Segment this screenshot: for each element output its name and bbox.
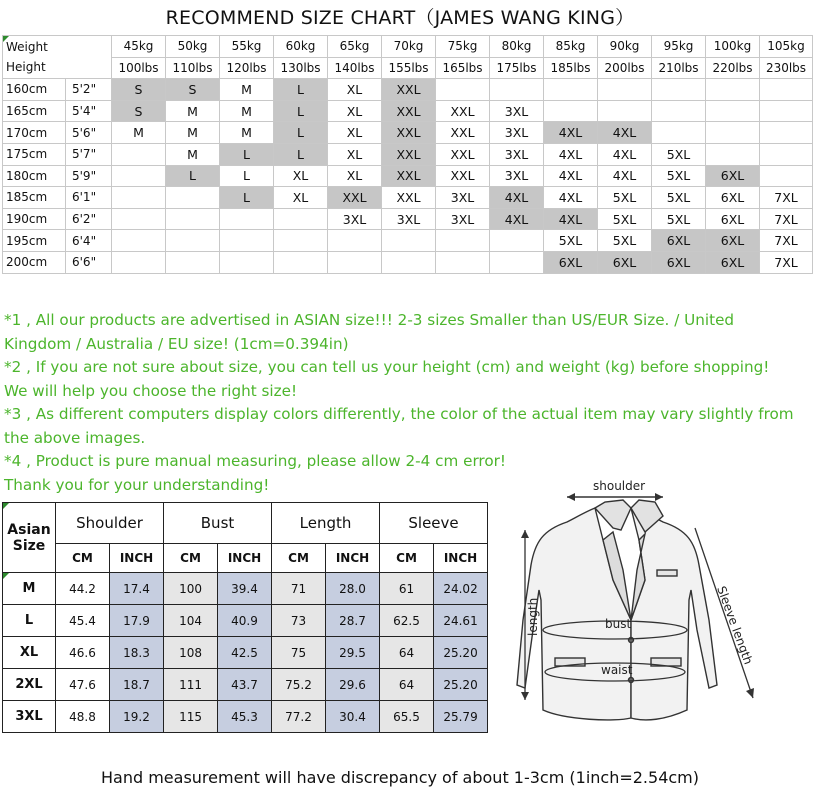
size-cell: L <box>274 100 328 122</box>
size-cell <box>166 251 220 273</box>
size-cell <box>220 230 274 252</box>
inch-value: 17.4 <box>110 573 164 605</box>
size-cell: L <box>274 122 328 144</box>
measurement-table <box>2 502 488 733</box>
inch-value: 25.20 <box>434 669 488 701</box>
weight-lbs-header: 230lbs <box>760 57 813 79</box>
table-corner-marker <box>3 573 9 579</box>
notes-block <box>4 309 796 497</box>
size-cell: XXL <box>382 100 436 122</box>
size-cell <box>112 230 166 252</box>
size-cell: 7XL <box>760 251 813 273</box>
measure-row <box>3 669 488 701</box>
size-cell: 5XL <box>598 230 652 252</box>
waist-label: waist <box>601 663 633 677</box>
height-ft: 5'9" <box>66 165 112 187</box>
size-cell: XXL <box>382 165 436 187</box>
cm-value: 44.2 <box>56 573 110 605</box>
measure-row <box>3 637 488 669</box>
height-cm: 190cm <box>3 208 66 230</box>
size-cell: 6XL <box>598 251 652 273</box>
cm-value: 65.5 <box>380 701 434 733</box>
height-cm: 165cm <box>3 100 66 122</box>
size-cell: 5XL <box>598 187 652 209</box>
size-cell: 6XL <box>706 251 760 273</box>
inch-value: 24.61 <box>434 605 488 637</box>
size-cell: 4XL <box>490 208 544 230</box>
asian-size-header: Asian Size <box>3 503 56 573</box>
size-cell: L <box>274 143 328 165</box>
length-label: length <box>526 597 540 636</box>
size-cell: 6XL <box>652 251 706 273</box>
size-cell: 3XL <box>490 100 544 122</box>
size-cell <box>436 230 490 252</box>
cm-value: 64 <box>380 669 434 701</box>
size-cell <box>382 251 436 273</box>
size-cell: XXL <box>328 187 382 209</box>
size-label: 2XL <box>3 669 56 701</box>
weight-kg-header: 85kg <box>544 36 598 58</box>
height-cm: 175cm <box>3 143 66 165</box>
size-cell: XXL <box>382 187 436 209</box>
size-cell: XXL <box>382 79 436 101</box>
size-cell: 4XL <box>544 208 598 230</box>
size-row <box>3 143 813 165</box>
weight-lbs-header: 130lbs <box>274 57 328 79</box>
size-cell: XXL <box>436 100 490 122</box>
weight-kg-header: 50kg <box>166 36 220 58</box>
size-cell <box>112 251 166 273</box>
size-row <box>3 187 813 209</box>
size-cell: 3XL <box>328 208 382 230</box>
cm-value: 46.6 <box>56 637 110 669</box>
size-cell: XL <box>328 100 382 122</box>
height-ft: 5'2" <box>66 79 112 101</box>
size-cell: XL <box>328 79 382 101</box>
unit-inch-header: INCH <box>326 544 380 573</box>
jacket-shape <box>517 500 717 720</box>
size-cell <box>760 79 813 101</box>
size-cell: 4XL <box>544 165 598 187</box>
size-cell: 3XL <box>490 122 544 144</box>
weight-kg-header: 75kg <box>436 36 490 58</box>
size-row <box>3 251 813 273</box>
inch-value: 29.5 <box>326 637 380 669</box>
size-cell: XXL <box>436 122 490 144</box>
cm-value: 111 <box>164 669 218 701</box>
cm-value: 77.2 <box>272 701 326 733</box>
size-cell <box>166 208 220 230</box>
unit-inch-header: INCH <box>110 544 164 573</box>
size-label: XL <box>3 637 56 669</box>
cm-value: 115 <box>164 701 218 733</box>
size-cell: M <box>166 122 220 144</box>
cm-value: 64 <box>380 637 434 669</box>
measure-row <box>3 701 488 733</box>
inch-value: 43.7 <box>218 669 272 701</box>
size-cell: 4XL <box>544 143 598 165</box>
size-cell <box>220 251 274 273</box>
size-cell <box>490 79 544 101</box>
bust-label: bust <box>605 617 632 631</box>
size-cell: M <box>220 100 274 122</box>
chart-title: RECOMMEND SIZE CHART（JAMES WANG KING） <box>165 7 635 29</box>
inch-value: 45.3 <box>218 701 272 733</box>
size-cell: L <box>274 79 328 101</box>
size-row <box>3 165 813 187</box>
size-cell: 4XL <box>598 122 652 144</box>
size-cell <box>436 251 490 273</box>
unit-row <box>3 544 488 573</box>
cm-value: 48.8 <box>56 701 110 733</box>
jacket-diagram <box>495 470 800 765</box>
size-cell: 5XL <box>652 208 706 230</box>
measure-group-header: Bust <box>164 503 272 544</box>
inch-value: 40.9 <box>218 605 272 637</box>
inch-value: 25.20 <box>434 637 488 669</box>
size-row <box>3 79 813 101</box>
size-cell: 6XL <box>706 165 760 187</box>
inch-value: 19.2 <box>110 701 164 733</box>
weight-kg-header: 90kg <box>598 36 652 58</box>
size-cell: 5XL <box>652 143 706 165</box>
weight-lbs-header: 210lbs <box>652 57 706 79</box>
measure-row <box>3 573 488 605</box>
jacket-illustration <box>495 470 800 765</box>
size-cell: 3XL <box>382 208 436 230</box>
size-cell: XL <box>328 143 382 165</box>
size-cell <box>382 230 436 252</box>
size-cell: S <box>166 79 220 101</box>
size-cell: 7XL <box>760 208 813 230</box>
size-row <box>3 208 813 230</box>
height-ft: 5'6" <box>66 122 112 144</box>
size-cell: 4XL <box>598 165 652 187</box>
size-cell <box>760 100 813 122</box>
size-cell <box>652 100 706 122</box>
cm-value: 61 <box>380 573 434 605</box>
size-cell: S <box>112 100 166 122</box>
inch-value: 42.5 <box>218 637 272 669</box>
inch-value: 30.4 <box>326 701 380 733</box>
table-corner-marker <box>3 503 9 509</box>
measure-group-header: Sleeve <box>380 503 488 544</box>
size-cell: M <box>220 79 274 101</box>
weight-kg-header: 105kg <box>760 36 813 58</box>
weight-lbs-header: 100lbs <box>112 57 166 79</box>
weight-lbs-header: 200lbs <box>598 57 652 79</box>
size-cell: 4XL <box>544 122 598 144</box>
size-label: 3XL <box>3 701 56 733</box>
height-cm: 180cm <box>3 165 66 187</box>
size-cell: M <box>112 122 166 144</box>
size-cell: L <box>166 165 220 187</box>
unit-inch-header: INCH <box>218 544 272 573</box>
inch-value: 28.7 <box>326 605 380 637</box>
size-cell: 3XL <box>490 165 544 187</box>
unit-cm-header: CM <box>272 544 326 573</box>
size-cell: XL <box>274 165 328 187</box>
size-cell: M <box>166 143 220 165</box>
size-cell: 6XL <box>706 208 760 230</box>
sleeve-length-label: Sleeve length <box>714 584 756 667</box>
size-cell <box>436 79 490 101</box>
size-cell: 5XL <box>544 230 598 252</box>
size-cell: 3XL <box>490 143 544 165</box>
cm-value: 45.4 <box>56 605 110 637</box>
measure-row <box>3 605 488 637</box>
size-cell: M <box>220 122 274 144</box>
size-label: L <box>3 605 56 637</box>
measure-group-header: Shoulder <box>56 503 164 544</box>
height-cm: 195cm <box>3 230 66 252</box>
size-label: M <box>3 573 56 605</box>
size-cell <box>274 208 328 230</box>
size-cell <box>598 100 652 122</box>
cm-value: 73 <box>272 605 326 637</box>
weight-lbs-header: 220lbs <box>706 57 760 79</box>
height-cm: 185cm <box>3 187 66 209</box>
cm-value: 104 <box>164 605 218 637</box>
cm-value: 100 <box>164 573 218 605</box>
inch-value: 28.0 <box>326 573 380 605</box>
size-cell: 4XL <box>598 143 652 165</box>
size-cell <box>598 79 652 101</box>
measure-group-header: Length <box>272 503 380 544</box>
size-cell: 5XL <box>652 187 706 209</box>
note-3: *3 , As different computers display colors differently, the color of the actual item may vary slightly from the above images. <box>4 405 794 447</box>
height-ft: 5'7" <box>66 143 112 165</box>
cm-value: 71 <box>272 573 326 605</box>
cm-value: 47.6 <box>56 669 110 701</box>
footer-note: Hand measurement will have discrepancy of about 1-3cm (1inch=2.54cm) <box>101 768 699 787</box>
inch-value: 18.3 <box>110 637 164 669</box>
weight-lbs-header: 175lbs <box>490 57 544 79</box>
size-cell: 6XL <box>544 251 598 273</box>
size-cell <box>112 187 166 209</box>
size-cell: 5XL <box>598 208 652 230</box>
weight-height-corner: Weight Height <box>3 36 112 79</box>
inch-value: 17.9 <box>110 605 164 637</box>
note-4: *4 , Product is pure manual measuring, please allow 2-4 cm error! <box>4 452 506 470</box>
cm-value: 108 <box>164 637 218 669</box>
size-cell <box>544 79 598 101</box>
size-cell: L <box>220 187 274 209</box>
size-cell: XXL <box>382 122 436 144</box>
header-row-kg <box>3 36 813 58</box>
size-cell: XXL <box>436 143 490 165</box>
height-cm: 160cm <box>3 79 66 101</box>
inch-value: 18.7 <box>110 669 164 701</box>
size-cell: XL <box>328 165 382 187</box>
size-cell <box>706 100 760 122</box>
weight-kg-header: 55kg <box>220 36 274 58</box>
size-cell <box>220 208 274 230</box>
size-cell: XL <box>274 187 328 209</box>
measure-group-row <box>3 503 488 544</box>
size-cell: 5XL <box>652 165 706 187</box>
height-ft: 5'4" <box>66 100 112 122</box>
inch-value: 24.02 <box>434 573 488 605</box>
inch-value: 39.4 <box>218 573 272 605</box>
weight-kg-header: 100kg <box>706 36 760 58</box>
size-cell <box>112 165 166 187</box>
table-corner-marker <box>3 36 9 42</box>
height-ft: 6'6" <box>66 251 112 273</box>
size-cell <box>490 230 544 252</box>
size-cell <box>544 100 598 122</box>
weight-kg-header: 65kg <box>328 36 382 58</box>
size-cell: 7XL <box>760 230 813 252</box>
unit-cm-header: CM <box>164 544 218 573</box>
unit-inch-header: INCH <box>434 544 488 573</box>
height-cm: 170cm <box>3 122 66 144</box>
size-cell <box>328 230 382 252</box>
size-cell: XL <box>328 122 382 144</box>
size-cell <box>760 122 813 144</box>
size-cell <box>166 230 220 252</box>
height-ft: 6'1" <box>66 187 112 209</box>
inch-value: 29.6 <box>326 669 380 701</box>
size-cell: S <box>112 79 166 101</box>
size-cell <box>112 143 166 165</box>
weight-lbs-header: 185lbs <box>544 57 598 79</box>
size-cell: 4XL <box>544 187 598 209</box>
size-cell <box>112 208 166 230</box>
weight-lbs-header: 165lbs <box>436 57 490 79</box>
note-2: *2 , If you are not sure about size, you can tell us your height (cm) and weight (kg) before shopping! We will help you choose the right size! <box>4 358 770 400</box>
size-cell <box>706 79 760 101</box>
size-cell <box>274 251 328 273</box>
size-cell: M <box>166 100 220 122</box>
size-cell <box>166 187 220 209</box>
cm-value: 75.2 <box>272 669 326 701</box>
size-cell: 3XL <box>436 208 490 230</box>
size-cell: XXL <box>436 165 490 187</box>
size-cell <box>706 122 760 144</box>
weight-kg-header: 80kg <box>490 36 544 58</box>
size-cell: L <box>220 143 274 165</box>
size-cell <box>652 122 706 144</box>
size-cell: 6XL <box>706 230 760 252</box>
weight-kg-header: 95kg <box>652 36 706 58</box>
weight-kg-header: 70kg <box>382 36 436 58</box>
size-cell <box>760 165 813 187</box>
height-cm: 200cm <box>3 251 66 273</box>
weight-lbs-header: 120lbs <box>220 57 274 79</box>
recommend-size-table <box>2 35 813 274</box>
size-cell <box>652 79 706 101</box>
unit-cm-header: CM <box>56 544 110 573</box>
note-thanks: Thank you for your understanding! <box>4 475 270 494</box>
size-row <box>3 100 813 122</box>
header-row-lbs <box>3 57 813 79</box>
shoulder-label: shoulder <box>593 479 646 493</box>
weight-kg-header: 60kg <box>274 36 328 58</box>
size-cell: L <box>220 165 274 187</box>
height-ft: 6'4" <box>66 230 112 252</box>
size-cell <box>760 143 813 165</box>
weight-lbs-header: 110lbs <box>166 57 220 79</box>
size-cell: 6XL <box>706 187 760 209</box>
weight-lbs-header: 155lbs <box>382 57 436 79</box>
note-1: *1 , All our products are advertised in ASIAN size!!! 2-3 sizes Smaller than US/EUR Size. / United Kingdom / Australia / EU size! (1cm=0.394in) <box>4 311 735 353</box>
cm-value: 62.5 <box>380 605 434 637</box>
cm-value: 75 <box>272 637 326 669</box>
inch-value: 25.79 <box>434 701 488 733</box>
weight-lbs-header: 140lbs <box>328 57 382 79</box>
size-cell <box>274 230 328 252</box>
size-cell <box>490 251 544 273</box>
size-cell <box>328 251 382 273</box>
size-row <box>3 230 813 252</box>
size-cell <box>706 143 760 165</box>
size-cell: 6XL <box>652 230 706 252</box>
size-row <box>3 122 813 144</box>
size-cell: XXL <box>382 143 436 165</box>
unit-cm-header: CM <box>380 544 434 573</box>
size-cell: 7XL <box>760 187 813 209</box>
size-cell: 4XL <box>490 187 544 209</box>
weight-kg-header: 45kg <box>112 36 166 58</box>
size-cell: 3XL <box>436 187 490 209</box>
height-ft: 6'2" <box>66 208 112 230</box>
